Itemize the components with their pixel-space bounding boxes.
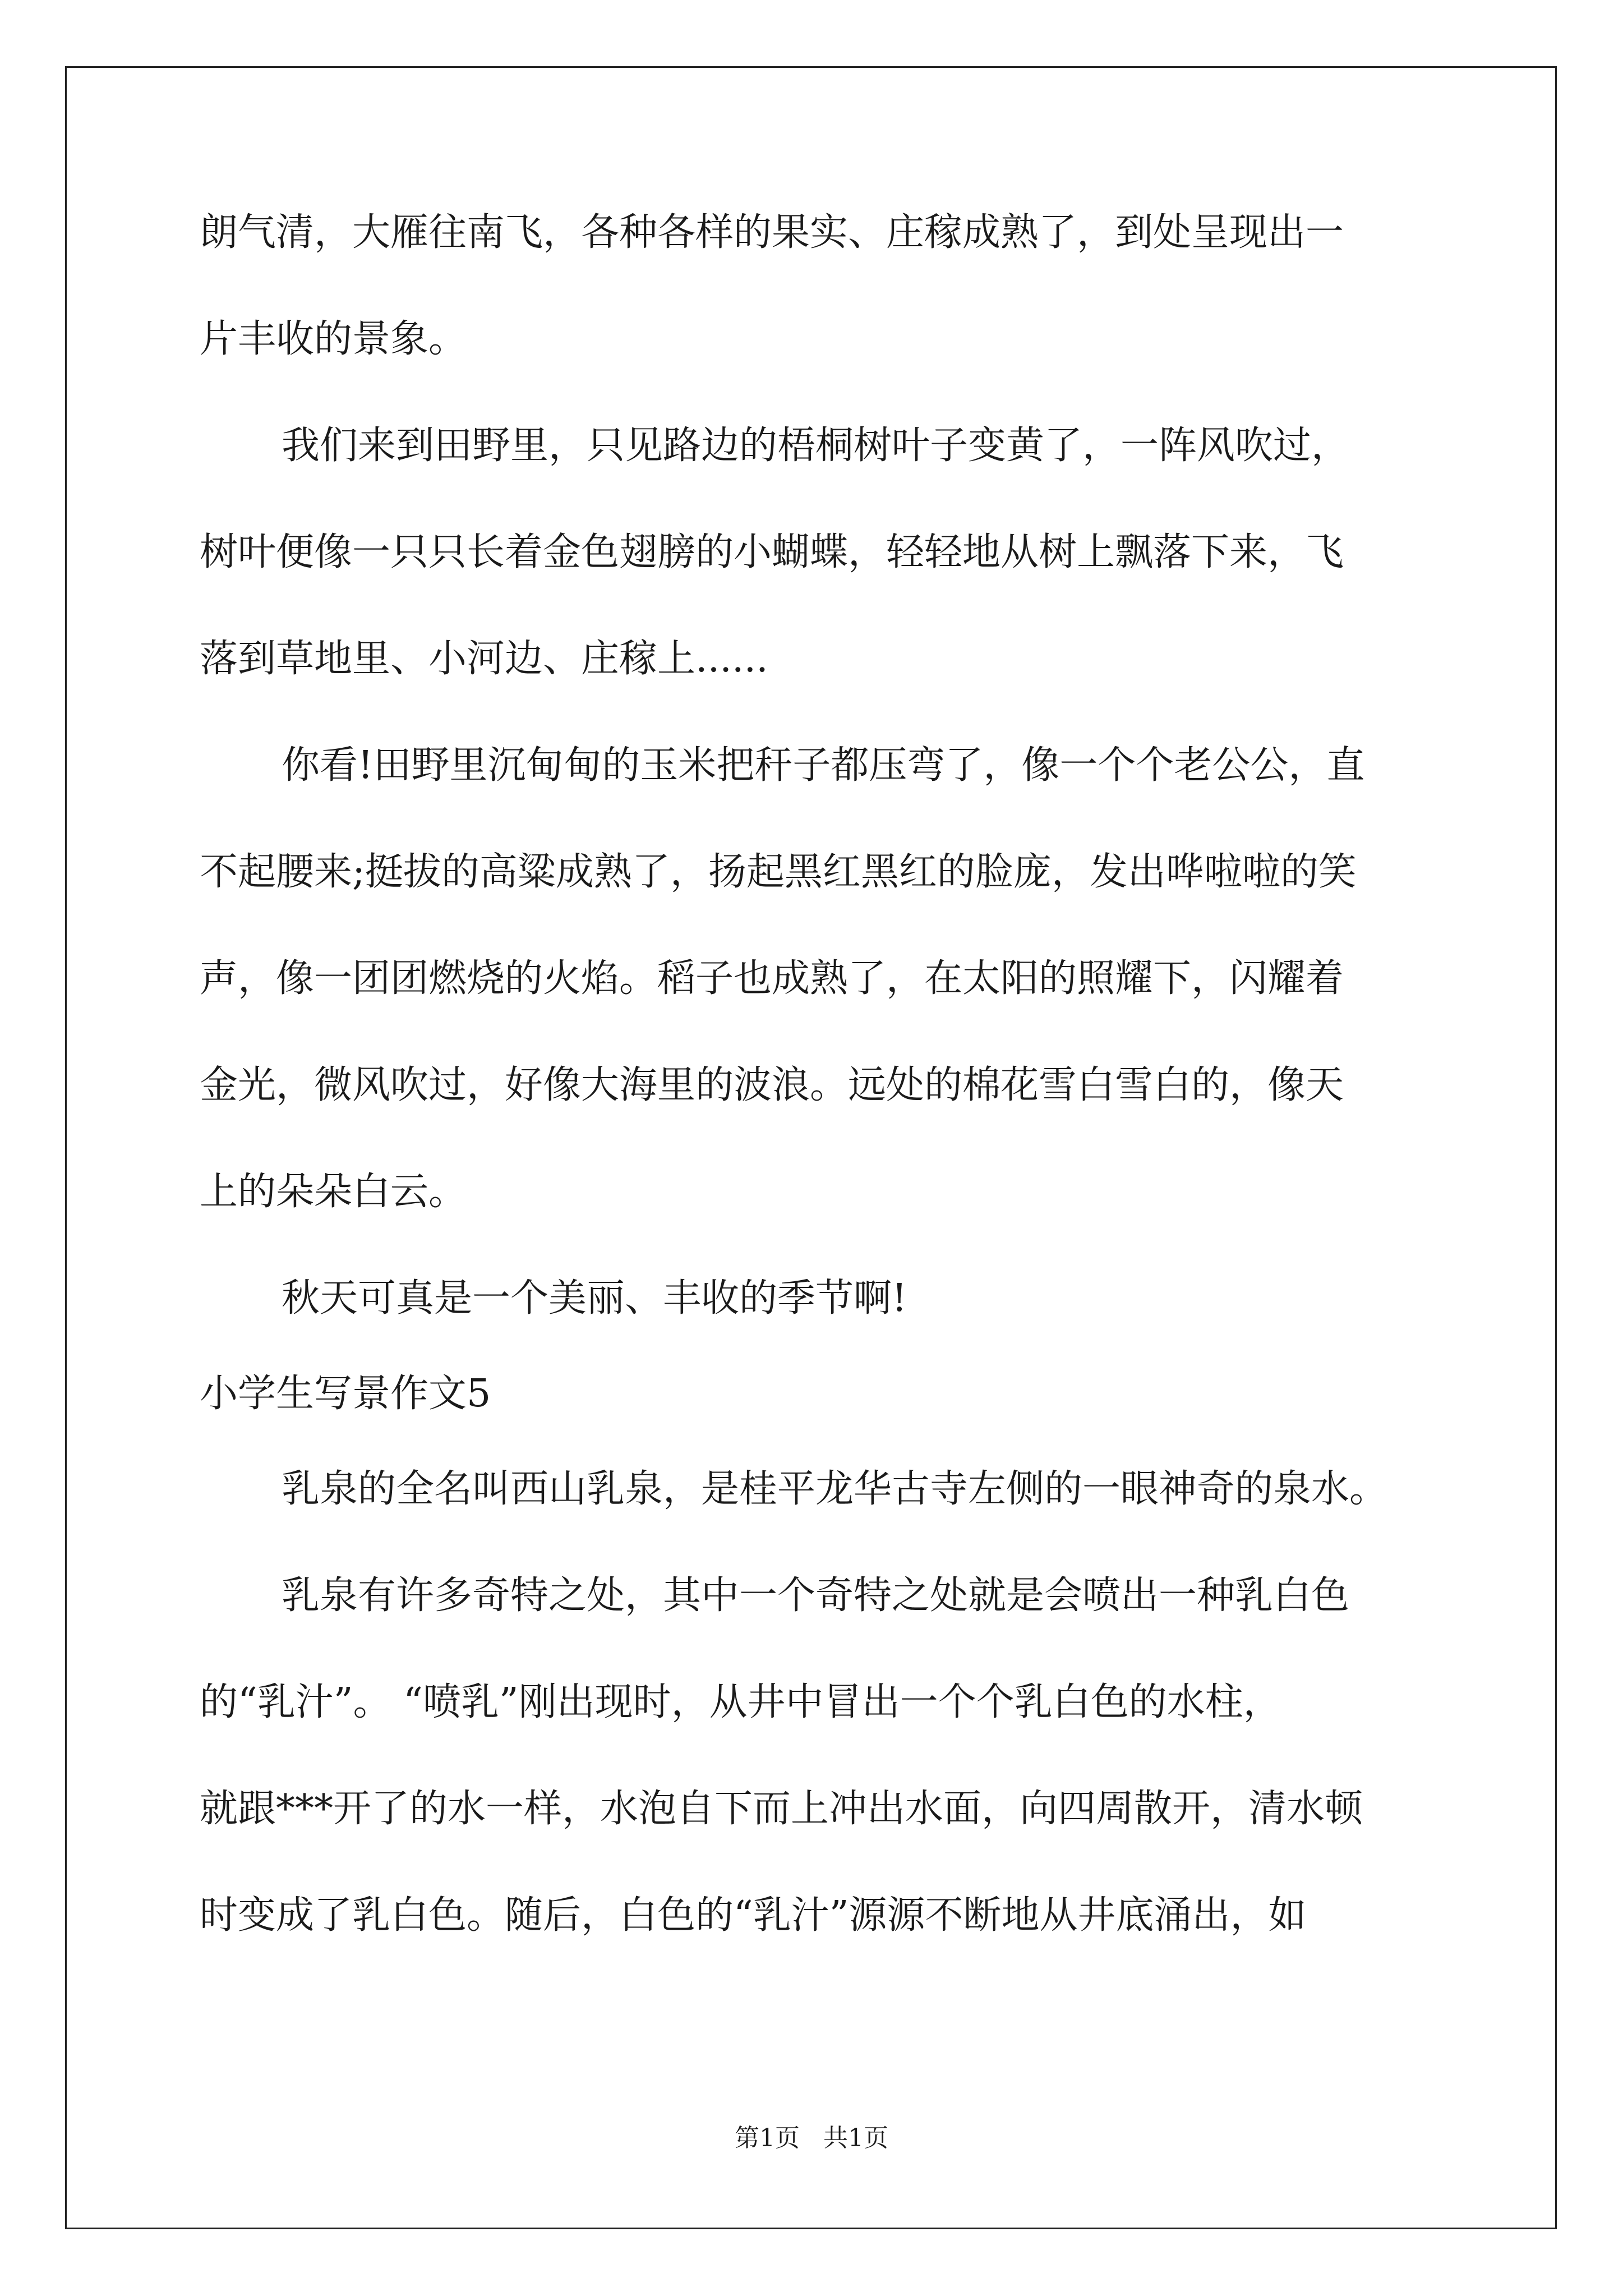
paragraph-line: 乳泉的全名叫西山乳泉，是桂平龙华古寺左侧的一眼神奇的泉水。	[282, 1467, 1388, 1511]
paragraph-line: 你看!田野里沉甸甸的玉米把秆子都压弯了，像一个个老公公，直	[282, 743, 1365, 788]
page-number-footer: 第1页 共1页	[735, 2124, 888, 2152]
paragraph-line: 声，像一团团燃烧的火焰。稻子也成熟了，在太阳的照耀下，闪耀着	[200, 956, 1344, 1001]
paragraph-line: 我们来到田野里，只见路边的梧桐树叶子变黄了，一阵风吹过，	[282, 424, 1350, 468]
paragraph-line: 时变成了乳白色。随后，白色的“乳汁”源源不断地从井底涌出，如	[200, 1893, 1307, 1938]
paragraph-line: 落到草地里、小河边、庄稼上......	[200, 637, 768, 681]
section-heading: 小学生写景作文5	[200, 1372, 491, 1416]
paragraph-line: 乳泉有许多奇特之处，其中一个奇特之处就是会喷出一种乳白色	[282, 1573, 1350, 1618]
paragraph-line: 上的朵朵白云。	[200, 1170, 467, 1214]
paragraph-line: 的“乳汁”。 “喷乳”刚出现时，从井中冒出一个个乳白色的水柱，	[200, 1680, 1281, 1724]
paragraph-line: 朗气清，大雁往南飞，各种各样的果实、庄稼成熟了，到处呈现出一	[200, 210, 1344, 255]
paragraph-line: 就跟***开了的水一样，水泡自下而上冲出水面，向四周散开，清水顿	[200, 1787, 1363, 1831]
paragraph-line: 秋天可真是一个美丽、丰收的季节啊!	[282, 1276, 907, 1320]
paragraph-line: 金光，微风吹过，好像大海里的波浪。远处的棉花雪白雪白的，像天	[200, 1063, 1344, 1107]
paragraph-line: 树叶便像一只只长着金色翅膀的小蝴蝶，轻轻地从树上飘落下来，飞	[200, 530, 1344, 574]
paragraph-line: 不起腰来;挺拔的高粱成熟了，扬起黑红黑红的脸庞，发出哗啦啦的笑	[200, 850, 1357, 894]
paragraph-line: 片丰收的景象。	[200, 317, 467, 361]
